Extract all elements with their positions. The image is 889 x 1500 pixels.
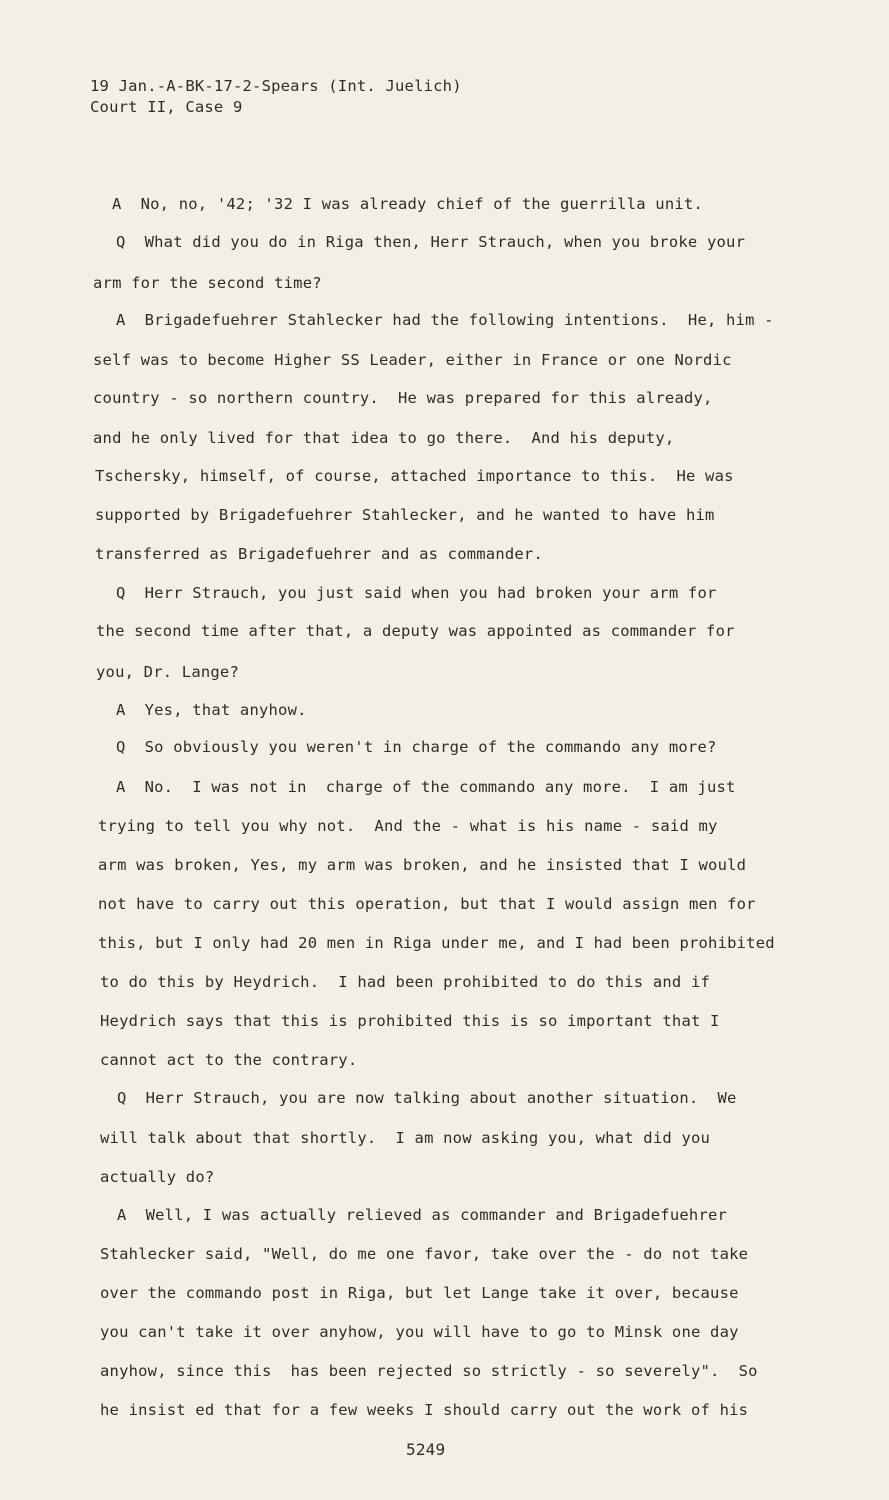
transcript-line: supported by Brigadefuehrer Stahlecker, and he wanted to have him xyxy=(95,506,715,524)
transcript-line: arm was broken, Yes, my arm was broken, and he insisted that I would xyxy=(98,856,747,874)
transcript-line: self was to become Higher SS Leader, either in France or one Nordic xyxy=(93,351,732,369)
transcript-line: trying to tell you why not. And the - what is his name - said my xyxy=(98,817,718,835)
header-court: Court II, Case 9 xyxy=(90,98,243,116)
transcript-line: A Well, I was actually relieved as commander and Brigadefuehrer xyxy=(117,1206,728,1224)
transcript-line: the second time after that, a deputy was appointed as commander for xyxy=(96,622,735,640)
transcript-line: transferred as Brigadefuehrer and as commander. xyxy=(95,545,543,563)
transcript-line: anyhow, since this has been rejected so strictly - so severely". So xyxy=(100,1362,758,1380)
transcript-line: this, but I only had 20 men in Riga under me, and I had been prohibited xyxy=(98,934,775,952)
transcript-line: over the commando post in Riga, but let Lange take it over, because xyxy=(100,1284,739,1302)
transcript-line: actually do? xyxy=(100,1168,215,1186)
page-number: 5249 xyxy=(406,1440,446,1459)
transcript-line: country - so northern country. He was prepared for this already, xyxy=(93,389,713,407)
transcript-line: A No, no, '42; '32 I was already chief of the guerrilla unit. xyxy=(112,195,703,213)
transcript-line: cannot act to the contrary. xyxy=(100,1051,358,1069)
transcript-line: Q Herr Strauch, you just said when you had broken your arm for xyxy=(116,584,717,602)
transcript-line: Stahlecker said, "Well, do me one favor, take over the - do not take xyxy=(100,1245,749,1263)
transcript-line: Tschersky, himself, of course, attached importance to this. He was xyxy=(95,467,734,485)
transcript-line: and he only lived for that idea to go there. And his deputy, xyxy=(93,429,675,447)
header-case-reference: 19 Jan.-A-BK-17-2-Spears (Int. Juelich) xyxy=(90,77,462,95)
transcript-line: A Yes, that anyhow. xyxy=(116,701,307,719)
transcript-line: arm for the second time? xyxy=(93,274,322,292)
transcript-line: will talk about that shortly. I am now asking you, what did you xyxy=(100,1129,711,1147)
transcript-line: Q What did you do in Riga then, Herr Strauch, when you broke your xyxy=(116,233,746,251)
document-header xyxy=(90,76,462,118)
transcript-line: he insist ed that for a few weeks I should carry out the work of his xyxy=(100,1401,749,1419)
transcript-line: Heydrich says that this is prohibited this is so important that I xyxy=(100,1012,720,1030)
transcript-line: you can't take it over anyhow, you will have to go to Minsk one day xyxy=(100,1323,739,1341)
transcript-line: you, Dr. Lange? xyxy=(96,663,239,681)
transcript-line: A No. I was not in charge of the commando any more. I am just xyxy=(116,778,736,796)
transcript-line: to do this by Heydrich. I had been prohibited to do this and if xyxy=(100,973,711,991)
transcript-line: not have to carry out this operation, but that I would assign men for xyxy=(98,895,756,913)
transcript-line: A Brigadefuehrer Stahlecker had the following intentions. He, him - xyxy=(116,311,774,329)
transcript-line: Q So obviously you weren't in charge of the commando any more? xyxy=(116,738,717,756)
transcript-line: Q Herr Strauch, you are now talking about another situation. We xyxy=(117,1089,737,1107)
